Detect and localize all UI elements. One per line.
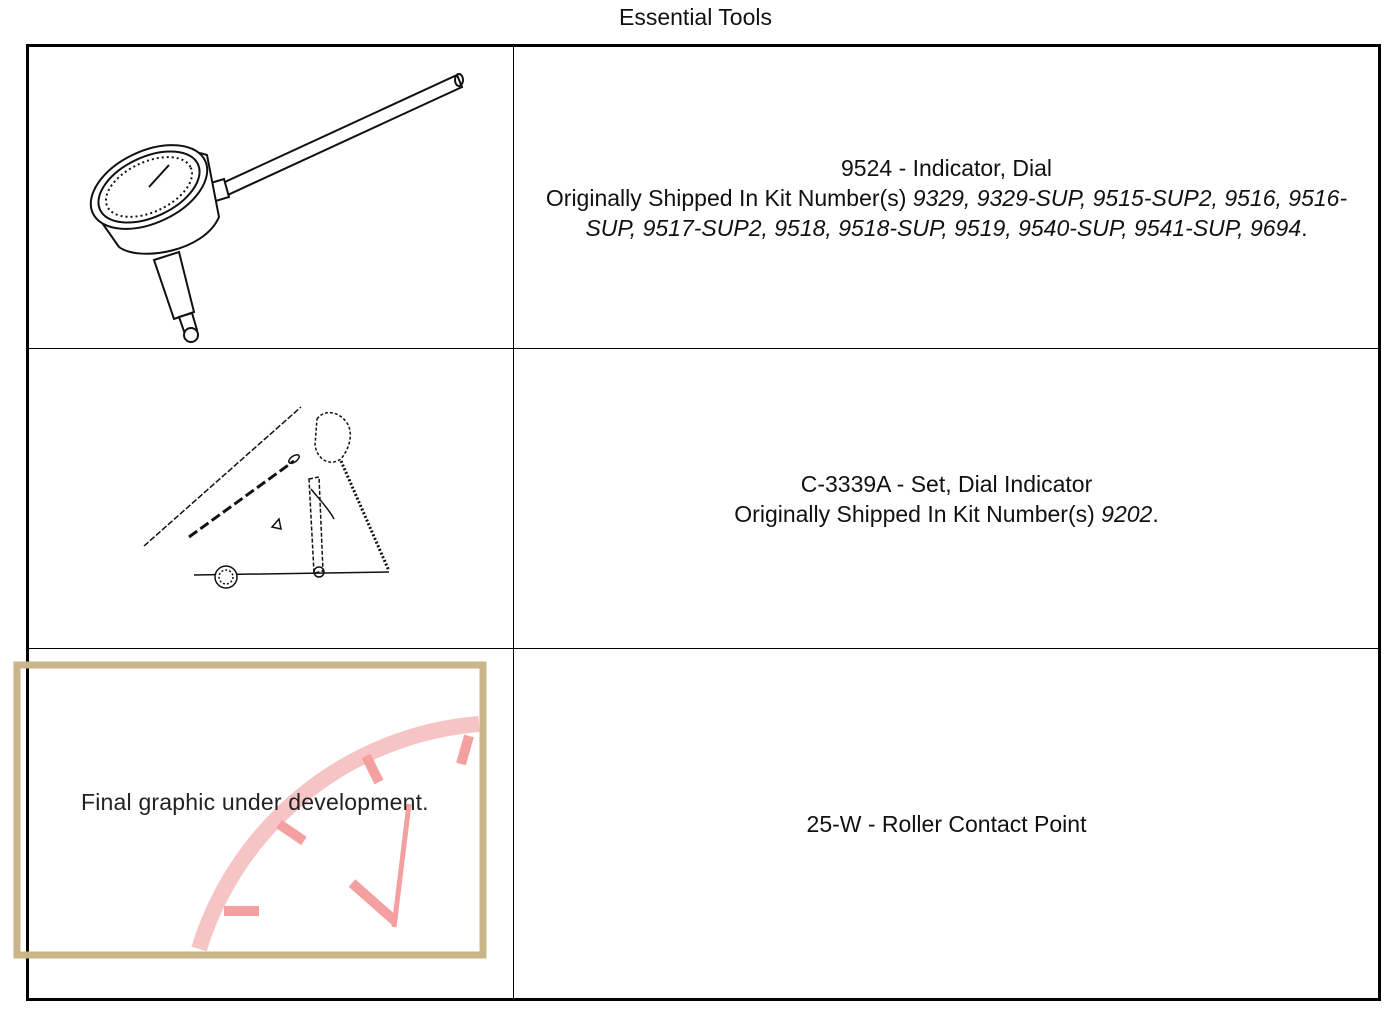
kit-prefix: Originally Shipped In Kit Number(s) (734, 500, 1102, 527)
kit-suffix: . (1301, 214, 1308, 241)
tool-image-cell (29, 349, 514, 648)
placeholder-text: Final graphic under development. (81, 789, 429, 815)
table-row (29, 47, 1378, 349)
essential-tools-table (26, 44, 1381, 1001)
dial-indicator-set-illustration (29, 349, 514, 647)
tool-image-cell (29, 649, 514, 998)
table-row (29, 649, 1378, 998)
page-title: Essential Tools (619, 4, 772, 30)
tool-name: C-3339A - Set, Dial Indicator (800, 470, 1093, 497)
table-row (29, 349, 1378, 649)
dial-indicator-illustration (29, 47, 514, 347)
kit-numbers: 9202 (1101, 500, 1153, 527)
kit-suffix: . (1152, 500, 1159, 527)
tool-description (515, 349, 1378, 648)
placeholder-graphic (29, 649, 514, 998)
tool-name: 25-W - Roller Contact Point (806, 810, 1087, 837)
kit-prefix: Originally Shipped In Kit Number(s) (545, 184, 913, 211)
tool-description (515, 649, 1378, 998)
tool-description (515, 47, 1378, 348)
tool-name: 9524 - Indicator, Dial (841, 154, 1052, 181)
kit-numbers: 9329, 9329-SUP, 9515-SUP2, 9516, 9516-SUP, 9517-SUP2, 9518, 9518-SUP, 9519, 9540-SUP, 9541-SUP, 9694 (585, 184, 1348, 241)
tool-image-cell (29, 47, 514, 348)
